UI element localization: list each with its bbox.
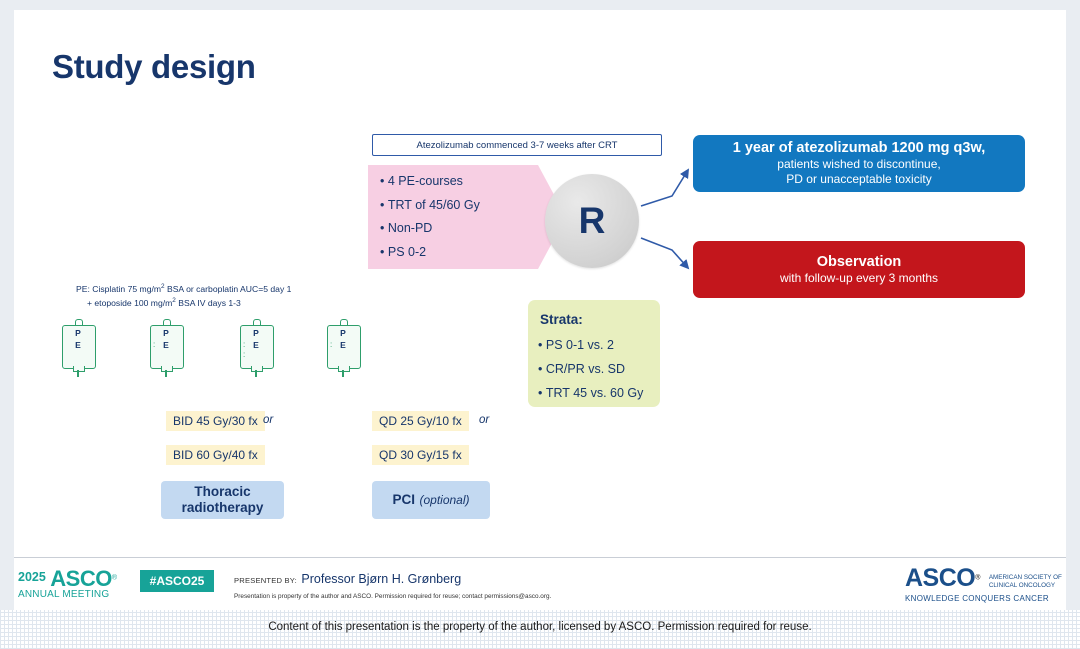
- strata-box: [528, 300, 660, 407]
- chemo-caption-line1-sup: 2: [161, 283, 165, 290]
- bullet-icon: •: [380, 221, 385, 235]
- asco-society-logo: [905, 564, 1065, 603]
- bullet-icon: •: [538, 362, 543, 376]
- eligibility-item-label: TRT of 45/60 Gy: [387, 197, 480, 212]
- eligibility-item-label: PS 0-2: [387, 244, 427, 259]
- pci-label-group: [393, 491, 470, 509]
- list-item: [538, 381, 643, 405]
- presenter-name: Professor Bjørn H. Grønberg: [301, 572, 462, 586]
- bullet-icon: •: [380, 244, 385, 259]
- asco-meeting-year: 2025: [18, 570, 46, 584]
- chemo-caption-line1-b: BSA or carboplatin AUC=5 day 1: [164, 283, 292, 294]
- presenter-block: [234, 570, 654, 600]
- chemo-caption: [76, 281, 376, 310]
- iv-bag-tube: [255, 370, 257, 377]
- asco-trademark: ®: [975, 574, 981, 582]
- iv-bag-letter-e: E: [75, 340, 81, 350]
- atezolizumab-arm-line3: PD or unacceptable toxicity: [786, 172, 932, 186]
- thoracic-radiotherapy-line1: Thoracic: [194, 484, 251, 499]
- bullet-icon: •: [380, 174, 385, 188]
- asco-society-lines: [989, 574, 1062, 590]
- iv-bag-tube: [77, 370, 79, 377]
- pci-or-label: or: [479, 414, 490, 426]
- chemo-caption-line2-b: BSA IV days 1-3: [175, 298, 241, 309]
- strata-heading: Strata:: [540, 312, 583, 327]
- asco-society-line1: AMERICAN SOCIETY OF: [988, 573, 1062, 581]
- iv-bag-letter-p: P: [253, 328, 259, 338]
- asco-society-line2: CLINICAL ONCOLOGY: [988, 581, 1056, 589]
- list-item: [380, 217, 550, 241]
- thoracic-radiotherapy-label: [182, 484, 264, 516]
- pci-dose-2: QD 30 Gy/15 fx: [372, 445, 469, 465]
- iv-bag-letters: [62, 327, 94, 351]
- list-item: [538, 333, 643, 357]
- asco-society-top-row: [905, 564, 1065, 593]
- iv-bag-letters: [240, 327, 272, 351]
- iv-bag-letters: [150, 327, 182, 351]
- strata-item-label: TRT 45 vs. 60 Gy: [545, 386, 644, 400]
- chemo-caption-line1-a: PE: Cisplatin 75 mg/m: [76, 283, 162, 294]
- iv-bag-drops: :: [243, 340, 246, 349]
- iv-bag-letter-p: P: [340, 328, 346, 338]
- bullet-icon: •: [538, 386, 543, 400]
- permission-notice: Presentation is property of the author and ASCO. Permission required for reuse; contact permissions@asco.org.: [234, 593, 552, 600]
- list-item: [380, 170, 550, 194]
- slide-edge-left: [0, 0, 14, 610]
- thoracic-dose-2: BID 60 Gy/40 fx: [166, 445, 265, 465]
- strata-item-label: PS 0-1 vs. 2: [545, 338, 614, 352]
- thoracic-or-label: or: [263, 414, 274, 426]
- asco-meeting-subtitle: ANNUAL MEETING: [18, 589, 110, 600]
- crt-timing-note: [372, 134, 662, 156]
- iv-bag-letter-e: E: [163, 340, 169, 350]
- asco-meeting-trademark: ®: [111, 574, 117, 582]
- iv-bag-cap: [73, 366, 85, 372]
- iv-bag-cap: [161, 366, 173, 372]
- randomization-node: [545, 174, 639, 268]
- bullet-icon: •: [538, 338, 543, 352]
- chemo-caption-line1: [76, 281, 376, 295]
- iv-bag-letter-e: E: [340, 340, 346, 350]
- list-item: [538, 357, 643, 381]
- asco-annual-meeting-logo: [18, 566, 138, 600]
- atezolizumab-arm-line2: patients wished to discontinue,: [777, 157, 941, 171]
- list-item: [380, 241, 550, 265]
- thoracic-radiotherapy-line2: radiotherapy: [181, 500, 264, 515]
- iv-bag-drops-2: :: [243, 350, 246, 359]
- slide-edge-top: [0, 0, 1080, 10]
- chemo-caption-line2: [87, 295, 376, 309]
- randomization-label: R: [578, 200, 606, 241]
- observation-arm-line2: with follow-up every 3 months: [779, 270, 939, 285]
- atezolizumab-arm-line1: 1 year of atezolizumab 1200 mg q3w,: [732, 140, 986, 156]
- asco-brand: ASCO: [905, 564, 976, 592]
- iv-bag-letter-e: E: [253, 340, 259, 350]
- iv-bag-tube: [342, 370, 344, 377]
- presented-by-label: PRESENTED BY:: [234, 576, 297, 585]
- atezolizumab-arm: [693, 135, 1025, 192]
- iv-bag-letters: [327, 327, 359, 351]
- thoracic-radiotherapy-box: [161, 481, 284, 519]
- presenter-row: [234, 570, 654, 588]
- thoracic-dose-1: BID 45 Gy/30 fx: [166, 411, 265, 431]
- iv-bag-icon: [240, 319, 272, 377]
- list-item: [380, 194, 550, 218]
- iv-bag-icon: [150, 319, 182, 377]
- eligibility-item-label: Non-PD: [387, 221, 433, 235]
- chemo-caption-line2-sup: 2: [172, 297, 176, 305]
- strata-list: [538, 333, 643, 405]
- iv-bag-drops: :: [153, 340, 156, 349]
- pci-label: PCI: [392, 492, 416, 507]
- iv-bag-icon: [327, 319, 359, 377]
- asco-tagline: KNOWLEDGE CONQUERS CANCER: [905, 594, 1049, 603]
- iv-bag-letter-p: P: [75, 328, 81, 338]
- eligibility-list: [380, 170, 550, 264]
- chemo-caption-line2-a: + etoposide 100 mg/m: [87, 298, 173, 309]
- observation-arm-line1: Observation: [816, 253, 902, 270]
- pci-dose-1: QD 25 Gy/10 fx: [372, 411, 469, 431]
- observation-arm: [693, 241, 1025, 298]
- iv-bag-cap: [338, 366, 350, 372]
- bottom-notice: Content of this presentation is the property of the author, licensed by ASCO. Permission required for reuse.: [268, 621, 812, 633]
- slide-edge-right: [1066, 0, 1080, 610]
- crt-timing-note-text: Atezolizumab commenced 3-7 weeks after CRT: [416, 139, 618, 151]
- asco-meeting-brand: ASCO: [50, 566, 112, 591]
- strata-item-label: CR/PR vs. SD: [545, 362, 626, 376]
- iv-bag-cap: [251, 366, 263, 372]
- iv-bag-letter-p: P: [163, 328, 169, 338]
- pci-optional-note: (optional): [419, 493, 470, 507]
- iv-bag-icon: [62, 319, 94, 377]
- bullet-icon: •: [380, 197, 385, 212]
- hashtag-badge: #ASCO25: [140, 570, 214, 592]
- pci-box: [372, 481, 490, 519]
- iv-bag-drops: :: [330, 340, 333, 349]
- eligibility-item-label: 4 PE-courses: [387, 174, 463, 188]
- iv-bag-tube: [165, 370, 167, 377]
- page-title: Study design: [52, 48, 256, 85]
- footer-divider: [14, 557, 1066, 558]
